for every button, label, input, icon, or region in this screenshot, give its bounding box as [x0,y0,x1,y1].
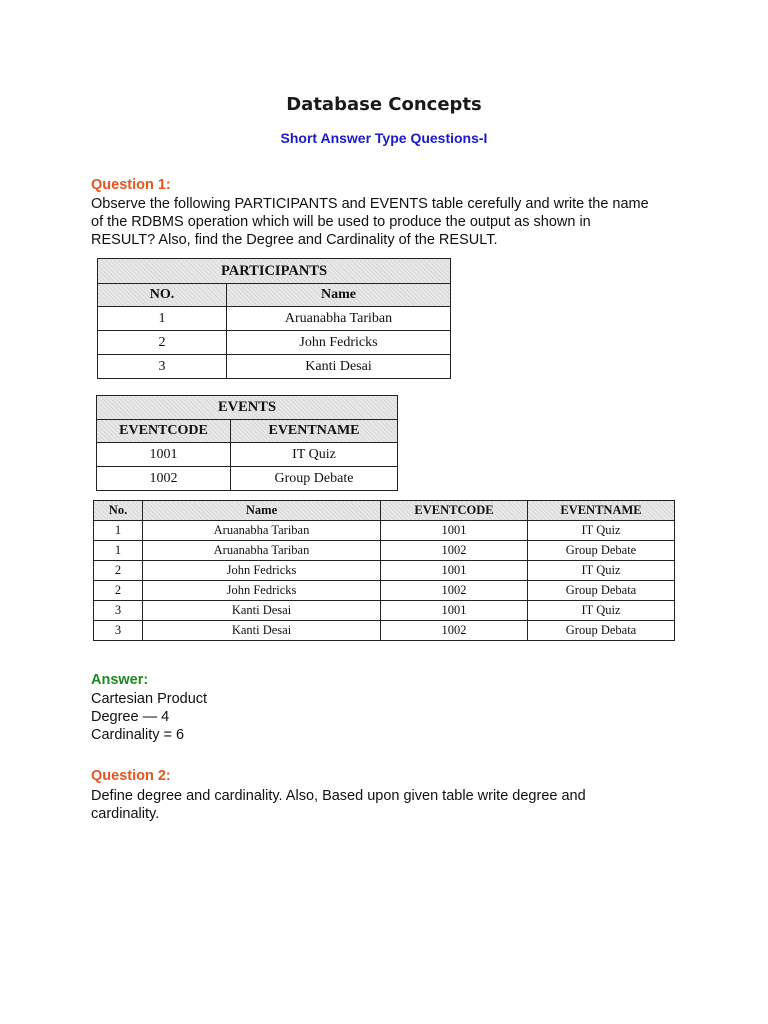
events-table-title: EVENTS [97,396,398,420]
table-cell: Group Debate [231,467,398,491]
answer-text [91,690,207,744]
table-cell: 1 [98,307,227,331]
question-1-line: RESULT? Also, find the Degree and Cardinality of the RESULT. [91,232,498,248]
participants-header-name: Name [227,284,451,307]
table-cell: John Fedricks [227,331,451,355]
question-1-line: Observe the following PARTICIPANTS and EVENTS table cerefully and write the name [91,196,649,212]
table-cell: 3 [98,355,227,379]
table-cell: 1001 [381,561,528,581]
table-row [94,621,675,641]
result-header-eventcode: EVENTCODE [381,501,528,521]
events-table [96,395,398,491]
table-cell: IT Quiz [528,521,675,541]
table-row [94,521,675,541]
table-cell: Kanti Desai [227,355,451,379]
question-2-line: Define degree and cardinality. Also, Based upon given table write degree and [91,788,586,804]
table-cell: 1002 [381,621,528,641]
events-header-eventcode: EVENTCODE [97,420,231,443]
section-subtitle: Short Answer Type Questions-I [280,130,488,146]
table-row [94,601,675,621]
table-cell: Group Debate [528,541,675,561]
table-cell: Group Debata [528,621,675,641]
table-cell: 1002 [97,467,231,491]
result-header-eventname: EVENTNAME [528,501,675,521]
table-cell: 3 [94,601,143,621]
table-cell: John Fedricks [143,561,381,581]
table-cell: Aruanabha Tariban [227,307,451,331]
table-cell: 1 [94,521,143,541]
table-cell: 1 [94,541,143,561]
table-cell: Group Debata [528,581,675,601]
events-header-eventname: EVENTNAME [231,420,398,443]
table-row [98,331,451,355]
result-table [93,500,675,641]
table-cell: IT Quiz [231,443,398,467]
table-cell: IT Quiz [528,601,675,621]
question-2-text [91,787,586,823]
table-cell: John Fedricks [143,581,381,601]
question-2-label: Question 2: [91,768,171,784]
answer-line: Degree — 4 [91,709,170,725]
table-row [94,541,675,561]
table-cell: 2 [94,561,143,581]
table-cell: IT Quiz [528,561,675,581]
answer-label: Answer: [91,672,149,688]
question-1-label: Question 1: [91,177,171,193]
table-row [97,467,398,491]
question-1-line: of the RDBMS operation which will be used to produce the output as shown in [91,214,591,230]
table-cell: Aruanabha Tariban [143,521,381,541]
question-1-text [91,195,649,249]
answer-line: Cartesian Product [91,691,208,707]
result-header-no: No. [94,501,143,521]
result-header-name: Name [143,501,381,521]
table-cell: 1002 [381,581,528,601]
answer-line: Cardinality = 6 [91,727,185,743]
table-cell: 1001 [381,601,528,621]
table-cell: Kanti Desai [143,601,381,621]
table-row [97,443,398,467]
question-2-line: cardinality. [91,806,160,822]
table-cell: Aruanabha Tariban [143,541,381,561]
table-row [98,355,451,379]
table-row [94,561,675,581]
table-cell: Kanti Desai [143,621,381,641]
table-cell: 2 [98,331,227,355]
table-cell: 1001 [97,443,231,467]
table-cell: 1002 [381,541,528,561]
participants-table [97,258,451,379]
page-title: Database Concepts [286,94,482,115]
participants-header-no: NO. [98,284,227,307]
table-cell: 3 [94,621,143,641]
table-cell: 1001 [381,521,528,541]
table-cell: 2 [94,581,143,601]
table-row [98,307,451,331]
participants-table-title: PARTICIPANTS [98,259,451,284]
table-row [94,581,675,601]
